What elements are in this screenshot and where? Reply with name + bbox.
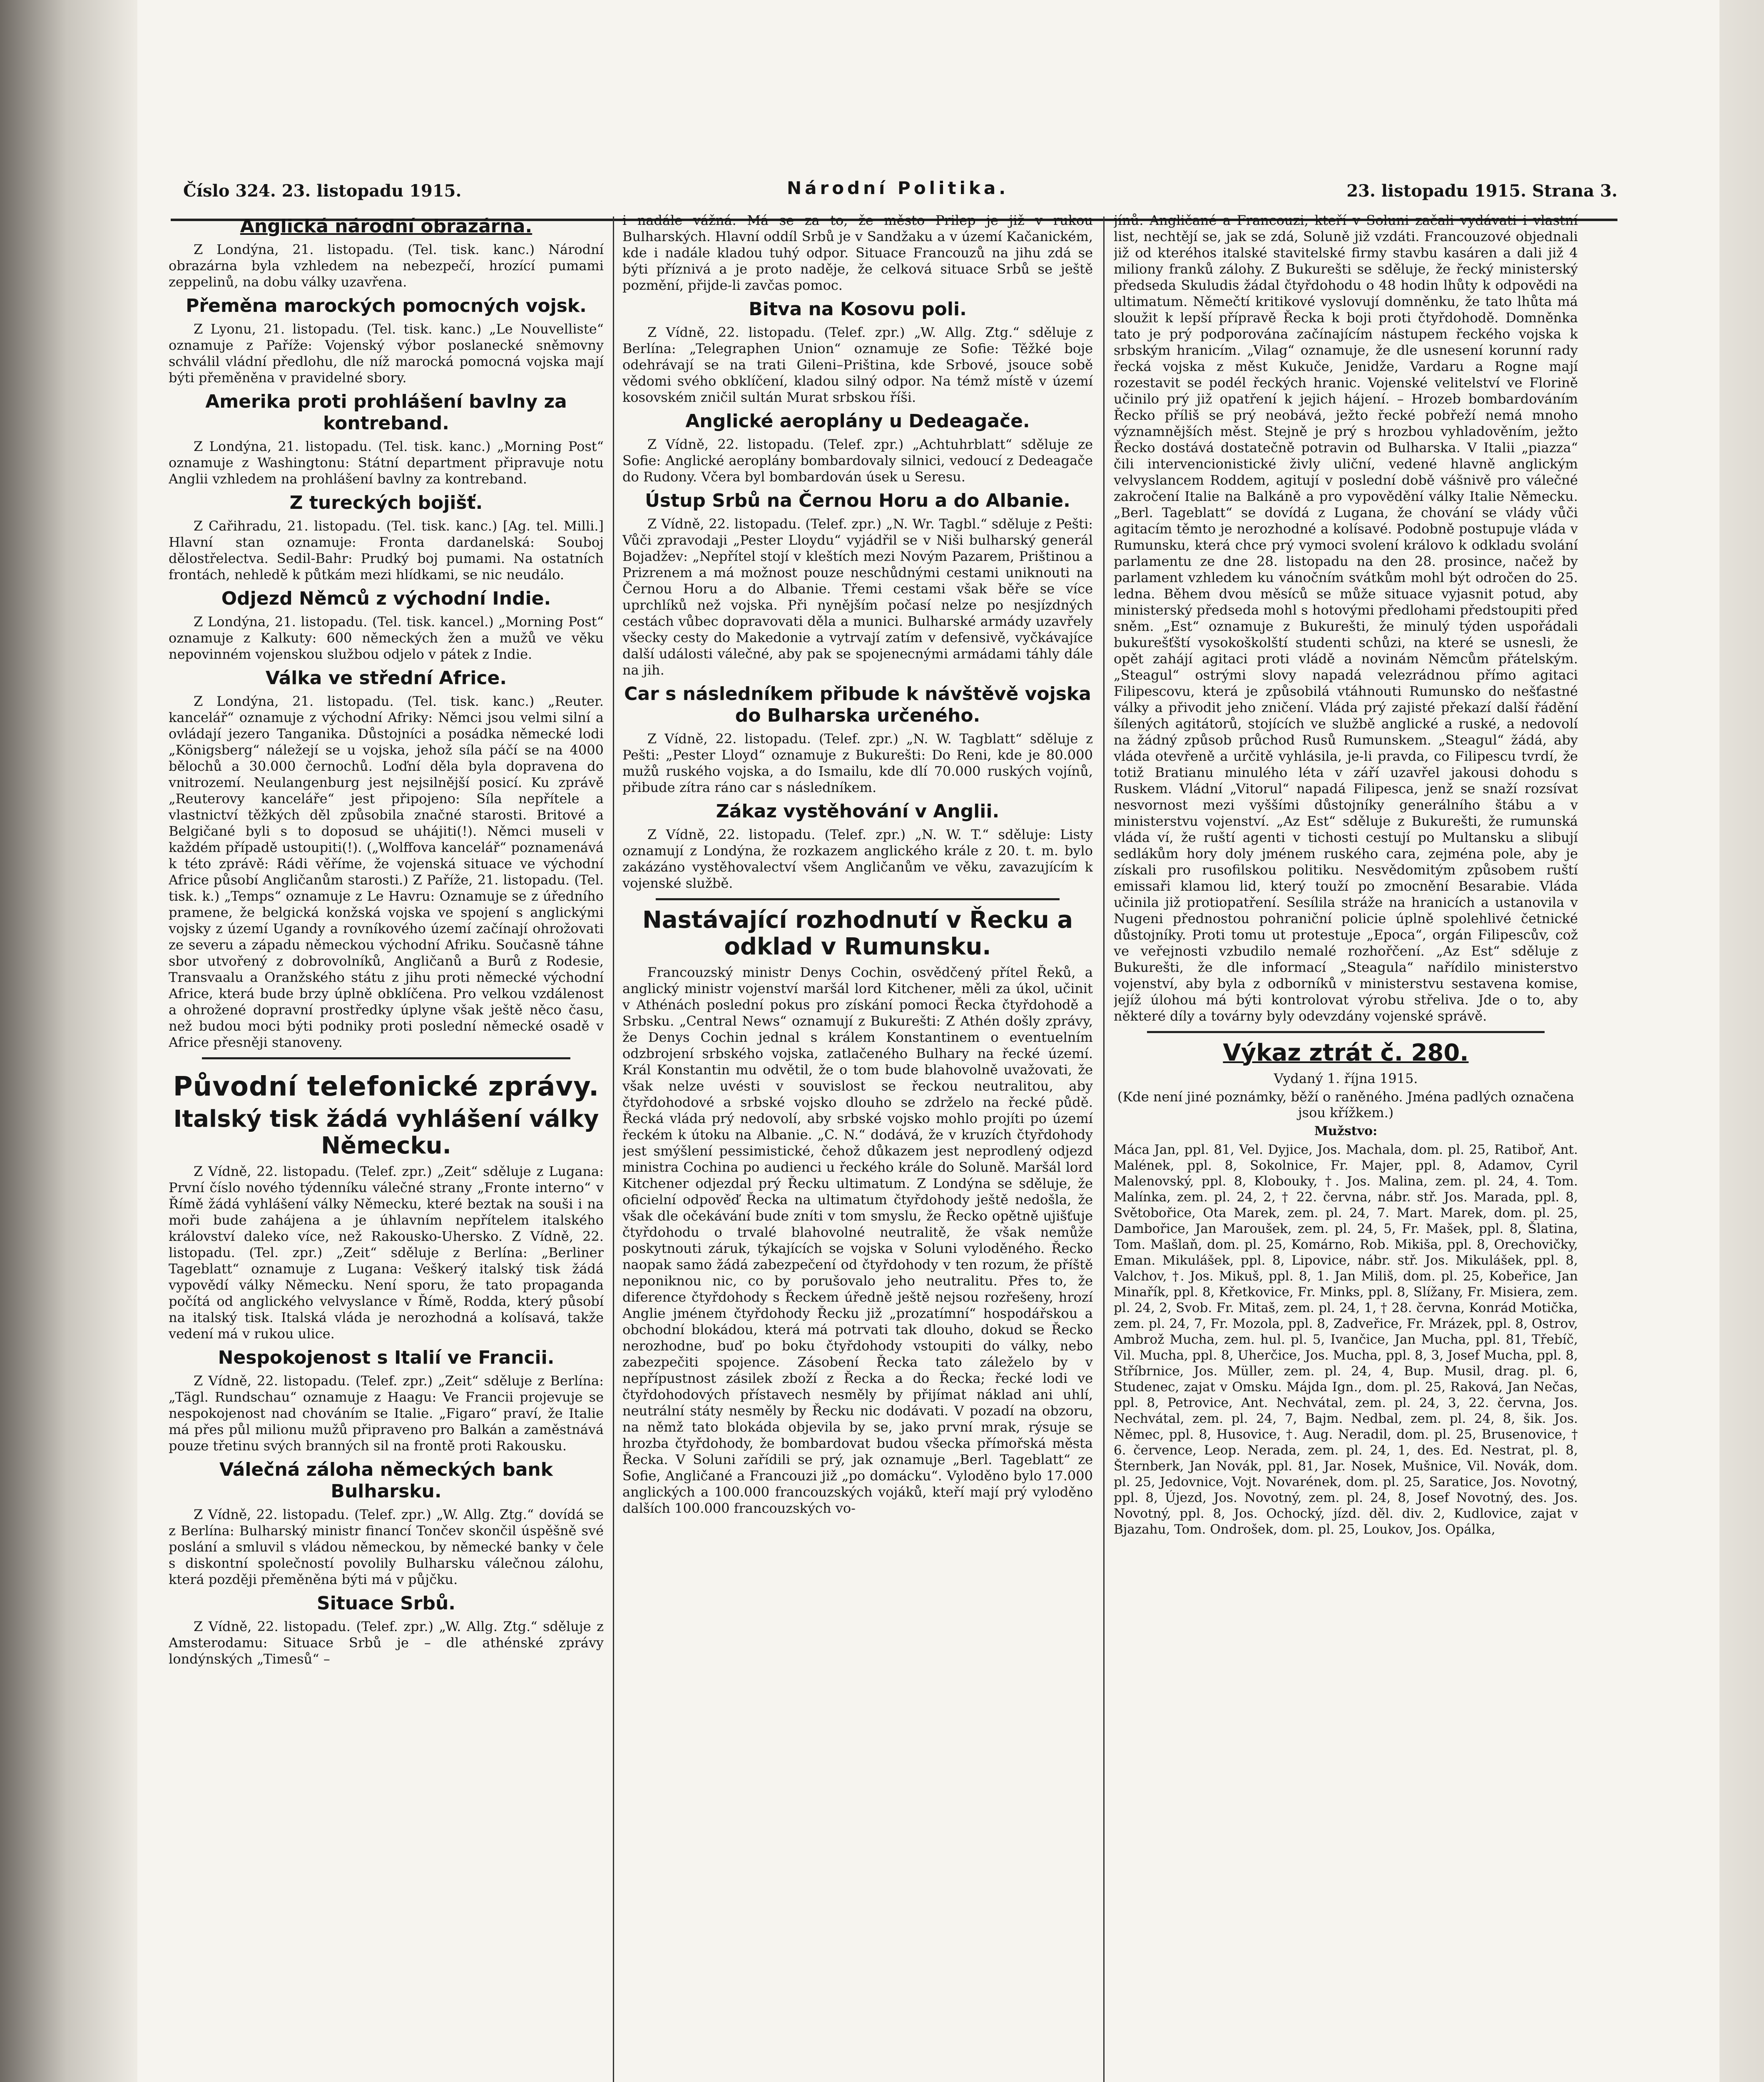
article-body: Z Vídně, 22. listopadu. (Telef. zpr.) „W. Allg. Ztg.“ dovídá se z Berlína: Bulharský ministr financí Tončev skončil úspěšně své poslání a smluvil s vládou německou, by německé banky v čele s diskontní společností povolily Bulharsku válečnou zálohu, která později přeměněna býti má v půjčku.	[169, 1507, 604, 1587]
article-headline: Přeměna marockých pomocných vojsk.	[186, 295, 587, 316]
article	[622, 907, 1093, 1517]
article-headline: Car s následníkem přibude k návštěvě vojska do Bulharska určeného.	[624, 683, 1091, 726]
casualty-list-note: (Kde není jiné poznámky, běží o raněného. Jména padlých označena jsou křížkem.)	[1117, 1089, 1575, 1121]
article-headline: Zákaz vystěhování v Anglii.	[716, 801, 1000, 822]
article-headline: Situace Srbů.	[317, 1593, 455, 1614]
article-headline: Nespokojenost s Italií ve Francii.	[218, 1347, 555, 1368]
article-headline: Odjezd Němců z východní Indie.	[221, 588, 551, 609]
column-rule	[613, 217, 614, 2082]
article-body: Z Londýna, 21. listopadu. (Tel. tisk. kanc.) Národní obrazárna byla vzhledem na nebezpečí, hrozící pumami zeppelinů, na dobu války uzavřena.	[169, 242, 604, 290]
casualty-list-date: Vydaný 1. října 1915.	[1274, 1071, 1418, 1086]
article	[169, 295, 604, 386]
issue-number: Číslo 324. 23. listopadu 1915.	[183, 181, 462, 201]
article-continued	[1114, 212, 1578, 1024]
article-body: Z Vídně, 22. listopadu. (Telef. zpr.) „W. Allg. Ztg.“ sděluje z Berlína: „Telegraphen Union“ oznamuje ze Sofie: Těžké boje odehrávají se na trati Gileni–Priština, kde Srbové, jsouce sobě vědomi svého obklíčení, kladou silný odpor. Na témž místě v území kosovském zničil sultán Murat srbskou říši.	[622, 324, 1093, 405]
article-body: Z Vídně, 22. listopadu. (Telef. zpr.) „N. Wr. Tagbl.“ sděluje z Pešti: Vůči zpravodaji „Pester Lloydu“ vyjádřil se v Niši bulharský generál Bojadžev: „Nepřítel stojí v kleštích mezi Novým Pazarem, Prištinou a Prizrenem a má možnost pouze neschůdnými cestami uniknouti na Černou Horu a do Albanie. Třemi cestami však běře se více uprchlíků než vojska. Při nynějším počasí nelze po nesjízdných cestách vůbec dopravovati děla a munici. Bulharské armády uzavřely všecky cesty do Makedonie a vytrvají zatím v defensivě, vyčkávajíce další události válečné, aby pak se spojenecnými armádami táhly dále na jih.	[622, 516, 1093, 678]
article-headline: Ústup Srbů na Černou Horu a do Albanie.	[645, 490, 1070, 511]
article-headline: Z tureckých bojišť.	[289, 492, 483, 513]
section-headline: Původní telefonické zprávy.	[173, 1071, 600, 1102]
article-body: Z Vídně, 22. listopadu. (Telef. zpr.) „W. Allg. Ztg.“ sděluje z Amsterodamu: Situace Srbů je – dle athénské zprávy londýnských „Timesů“ –	[169, 1619, 604, 1667]
column-2	[622, 212, 1093, 2082]
article	[622, 683, 1093, 796]
article-body: Z Londýna, 21. listopadu. (Tel. tisk. kanc.) „Reuter. kancelář“ oznamuje z východní Afriky: Němci jsou velmi silní a ovládají jezero Tanganika. Důstojníci a posádka německé lodi „Königsberg“ náležejí se u vojska, jehož síla páčí se na 4000 bělochů a 30.000 černochů. Loďní děla byla dopravena do vnitrozemí. Neulangenburg jest nejsilnější posicí. Ku zprávě „Reuterovy kanceláře“ jest připojeno: Síla nepřítele a vlastnictví těžkých děl způsobila značné starosti. Britové a Belgičané byli s to doposud se uhájiti(!). Němci museli v každém případě ustoupiti(!). („Wolffova kancelář“ poznamenává k této zprávě: Rádi věříme, že vojenská situace ve východní Africe působí Angličanům starosti.) Z Paříže, 21. listopadu. (Tel. tisk. k.) „Temps“ oznamuje z Le Havru: Oznamuje se z úředního pramene, že belgická konžská vojska ve spojení s anglickými vojsky z území Ugandy a rovníkového území začínají ohrožovati ze severu a západu německou východní Afriku. Současně táhne sbor utvořený z dobrovolníků, Angličanů a Burů z Rodesie, Transvaalu a Oranžského státu z jihu proti německé východní Africe, která bude brzy úplně obklíčena. Pro velkou vzdálenost a ohrožené dopravní prostředky úplyne však ještě něco času, než budou moci býti podniky proti poslední německé osadě v Africe přesněji stanoveny.	[169, 693, 604, 1050]
article-headline: Italský tisk žádá vyhlášení války Německu.	[173, 1106, 599, 1159]
casualty-list-entries: Máca Jan, ppl. 81, Vel. Dyjice, Jos. Machala, dom. pl. 25, Ratiboř, Ant. Malének, ppl. 8, Sokolnice, Fr. Majer, ppl. 8, Adamov, Cyril Malenovský, ppl. 8, Klobouky, †. Jos. Malina, zem. pl. 24, 4. Tom. Malínka, zem. pl. 24, 2, † 22. června, nábr. stř. Jos. Marada, ppl. 8, Světobořice, Ota Marek, zem. pl. 24, 7. Mart. Marek, dom. pl. 25, Dambořice, Jan Maroušek, zem. pl. 24, 5, Fr. Mašek, ppl. 8, Šlatina, Tom. Mašlaň, dom. pl. 25, Komárno, Rob. Mikiša, ppl. 8, Orechovičky, Eman. Mikulášek, ppl. 8, Lipovice, nábr. stř. Jos. Mikulášek, ppl. 8, Valchov, †. Jos. Mikuš, ppl. 8, 1. Jan Miliš, dom. pl. 25, Kobeřice, Jan Minařík, ppl. 8, Křetkovice, Fr. Minks, ppl. 8, Slížany, Fr. Misiera, zem. pl. 24, 2, Svob. Fr. Mitaš, zem. pl. 24, 1, † 28. června, Konrád Motička, zem. pl. 24, 7, Fr. Mozola, ppl. 8, Zadveřice, Fr. Mrázek, ppl. 8, Ostrov, Ambrož Mucha, zem. hul. pl. 5, Ivančice, Jan Mucha, ppl. 81, Třebíč, Vil. Mucha, ppl. 8, Uherčice, Jos. Mucha, ppl. 8, 3, Josef Mucha, ppl. 8, Stříbrnice, Jos. Müller, zem. pl. 24, 4, Bup. Musil, drag. pl. 6, Studenec, zajat v Omsku. Májda Ign., dom. pl. 25, Raková, Jan Nečas, ppl. 8, Petrovice, Ant. Nechvátal, zem. pl. 24, 3, 22. června, Jos. Nechvátal, zem. pl. 24, 7, Bajm. Nedbal, zem. pl. 24, 8, šik. Jos. Němec, ppl. 8, Husovice, †. Aug. Neradil, dom. pl. 25, Brusenovice, † 6. července, Leop. Nerada, zem. pl. 24, 1, des. Ed. Nestrat, pl. 8, Šternberk, Jan Novák, ppl. 81, Jar. Nosek, Mušnice, Vil. Novák, dom. pl. 25, Jedovnice, Vojt. Novarének, dom. pl. 25, Saratice, Jos. Novotný, ppl. 8, Újezd, Jos. Novotný, zem. pl. 24, 8, Josef Novotný, des. Jos. Novotný, ppl. 8, Jos. Ochocký, jízd. děl. div. 2, Kudlovice, zajat v Bjazahu, Tom. Ondrošek, dom. pl. 25, Loukov, Jos. Opálka,	[1114, 1142, 1578, 1537]
article	[169, 588, 604, 662]
article-body: Z Vídně, 22. listopadu. (Telef. zpr.) „Achtuhrblatt“ sděluje ze Sofie: Anglické aeroplány bombardovaly silnici, vedoucí z Dedeagače do Rudony. Včera byl bombardován úsek u Seresu.	[622, 436, 1093, 485]
section-divider	[656, 898, 1060, 900]
article-continued	[622, 212, 1093, 294]
section-divider	[202, 1057, 570, 1059]
article-headline: Nastávající rozhodnutí v Řecku a odklad v Rumunsku.	[642, 907, 1073, 960]
article-headline: Válka ve střední Africe.	[265, 667, 507, 689]
page-number: 23. listopadu 1915. Strana 3.	[1346, 181, 1617, 201]
article	[169, 667, 604, 1051]
article-body: Z Vídně, 22. listopadu. (Telef. zpr.) „N. W. T.“ sděluje: Listy oznamují z Londýna, že rozkazem anglického krále z 20. t. m. bylo zakázáno vystěhovalectví všem Angličanům ve věku, zavazujícím k vojenské službě.	[622, 827, 1093, 891]
article-headline: Anglické aeroplány u Dedeagače.	[685, 411, 1030, 432]
article	[169, 1106, 604, 1342]
article-body: i nadále vážná. Má se za to, že město Prilep je již v rukou Bulharských. Hlavní oddíl Srbů je v Sandžaku a v území Kačanickém, kde i nadále kladou tuhý odpor. Situace Francouzů na jihu zdá se býti příznivá a je proto naděje, že celková situace Srbů se ještě pozmění, přijde-li zavčas pomoc.	[622, 212, 1093, 293]
article	[622, 411, 1093, 485]
column-3	[1114, 212, 1578, 2082]
article	[169, 1347, 604, 1454]
article	[169, 1593, 604, 1667]
article	[169, 216, 604, 290]
article	[622, 299, 1093, 406]
article-body: Z Vídně, 22. listopadu. (Telef. zpr.) „N. W. Tagblatt“ sděluje z Pešti: „Pester Lloyd“ oznamuje z Bukurešti: Do Reni, kde je 80.000 mužů ruského vojska, a do Ismailu, kde dlí 70.000 ruských vojínů, přibude zítra ráno car s následníkem.	[622, 731, 1093, 795]
article	[622, 490, 1093, 678]
article-body: Z Londýna, 21. listopadu. (Tel. tisk. kancel.) „Morning Post“ oznamuje z Kalkuty: 600 německých žen a mužů ve věku nepovinném vojenskou službou odjelo v pátek z Indie.	[169, 614, 604, 662]
article-headline: Válečná záloha německých bank Bulharsku.	[219, 1459, 553, 1502]
section-divider	[1147, 1031, 1545, 1033]
article	[169, 391, 604, 487]
article-headline: Anglická národní obrazárna.	[240, 216, 532, 237]
article-body: Z Lyonu, 21. listopadu. (Tel. tisk. kanc.) „Le Nouvelliste“ oznamuje z Paříže: Vojenský výbor poslanecké sněmovny schválil vládní předlohu, dle níž marocká pomocná vojska mají býti přeměněna v pravidelné sbory.	[169, 321, 604, 386]
article-body: Z Londýna, 21. listopadu. (Tel. tisk. kanc.) „Morning Post“ oznamuje z Washingtonu: Státní department připravuje notu Anglii vzhledem na prohlášení bavlny za kontreband.	[169, 438, 604, 487]
article-body: Z Vídně, 22. listopadu. (Telef. zpr.) „Zeit“ sděluje z Lugana: První číslo nového týdenníku válečné strany „Fronte interno“ v Římě žádá vyhlášení války Německu, které beztak na souši i na moři bude zahájena a je úhlavním nepřítelem italského království daleko více, než Rakousko-Uhersko. Z Vídně, 22. listopadu. (Tel. zpr.) „Zeit“ sděluje z Berlína: „Berliner Tageblatt“ oznamuje z Lugana: Veškerý italský tisk žádá vypovědí války Německu. Není sporu, že tato propaganda počítá od anglického velvyslance v Římě, Rodda, který působí na italský tisk. Italská vláda je nerozhodná a kolísavá, takže vedení má v rukou ulice.	[169, 1163, 604, 1342]
newspaper-title: Národní Politika.	[787, 178, 1009, 198]
casualty-list	[1114, 1040, 1578, 1537]
column-1	[169, 212, 604, 2082]
article-body: Francouzský ministr Denys Cochin, osvědčený přítel Řeků, a anglický ministr vojenství maršál lord Kitchener, měli za úkol, učinit v Athénách poslední pokus pro získání pomoci Řecka čtyřdohodě a Srbsku. „Central News“ oznamují z Bukurešti: Z Athén došly zprávy, že Denys Cochin jednal s králem Konstantinem o eventuelním odzbrojení srbského vojska, zatlačeného Bulhary na řecké území. Král Konstantin mu odvětil, že o tom bude blahovolně uvažovati, že však nelze uvésti v souvislost se řeckou neutralitou, aby čtyřdohodové a srbské vojsko dlouho se zdrželo na řecké půdě. Řecká vláda prý nedovolí, aby srbské vojsko mohlo projíti po území řeckém k útoku na Albanie. „C. N.“ dodává, že v kruzích čtyřdohody jest smýšlení pessimistické, čehož důkazem jest neprodlený odjezd ministra Cochina po audienci u řeckého krále do Soluně. Maršál lord Kitchener odjezdal prý Řecku ultimatum. Z Londýna se sděluje, že oficielní odpověď Řecka na ultimatum čtyřdohody ještě nedošla, že však dle očekávání bude zníti v tom smyslu, že Řecko opětně ujišťuje čtyřdohodu o trvalé blahovolné neutralitě, že však nemůže poskytnouti záruk, týkajících se vojska v Soluni vyloděného. Řecko naopak samo žádá zabezpečení od čtyřdohody v ten rozum, že příště neponiknou nic, co by porušovalo jeho neutralitu. Přes to, že diference čtyřdohody s Řeckem úředně ještě nejsou rozřešeny, hrozí Anglie jménem čtyřdohody Řecku již „prozatímní“ hospodářskou a obchodní blokádou, která má potrvati tak dlouho, dokud se Řecko nerozhodne, buď po boku čtyřdohody vstoupiti do války, nebo zabezpečiti spojence. Zásobení Řecka tato záleželo by v nepřípustnost zásilek zboží z Řecka a do Řecka; řecké lodi ve čtyřdohodových přístavech nesměly by přijímat náklad ani uhlí, neutrální státy nesměly by Řecku nic dodávati. V pozadí na obzoru, na němž tato blokáda objevila by se, jako první mrak, rýsuje se hrozba čtyřdohody, že bombardovat budou všecka přímořská města Řecka. V Soluni zařídili se prý, jak oznamuje „Berl. Tageblatt“ ze Sofie, Angličané a Francouzi již „po domácku“. Vyloděno bylo 17.000 anglických a 100.000 francouzských vojáků, kteří mají prý vyloděno dalších 100.000 francouzských vo-	[622, 964, 1093, 1516]
article	[169, 1459, 604, 1588]
casualty-list-section: Mužstvo:	[1314, 1124, 1378, 1138]
article-body: Z Cařihradu, 21. listopadu. (Tel. tisk. kanc.) [Ag. tel. Milli.] Hlavní stan oznamuje: Fronta dardanelská: Souboj dělostřelectva. Sedil-Bahr: Prudký boj pumami. Na ostatních frontách, nehledě k půtkám mezi hlídkami, se nic neudálo.	[169, 518, 604, 583]
article	[622, 801, 1093, 892]
article-headline: Amerika proti prohlášení bavlny za kontreband.	[205, 391, 567, 434]
article-headline: Bitva na Kosovu poli.	[749, 299, 967, 320]
casualty-list-title: Výkaz ztrát č. 280.	[1223, 1039, 1469, 1066]
article-body: Z Vídně, 22. listopadu. (Telef. zpr.) „Zeit“ sděluje z Berlína: „Tägl. Rundschau“ oznamuje z Haagu: Ve Francii projevuje se nespokojenost nad chováním se Italie. „Figaro“ praví, že Italie má přes půl milionu mužů připraveno pro Balkán a zaměstnává pouze třetinu svých branných sil na frontě proti Rakousku.	[169, 1373, 604, 1454]
article	[169, 492, 604, 583]
article-body: jínů. Angličané a Francouzi, kteří v Soluni začali vydávati i vlastní list, nechtějí se, jak se zdá, Soluně již vzdáti. Francouzové objednali již od kteréhos italské stavitelské firmy stavbu kasáren a dali již 4 miliony franků zálohy. Z Bukurešti se sděluje, že řecký ministerský předseda Skuludis žádal čtyřdohodu o 48 hodin lhůty k odpovědi na ultimatum. Němečtí kritikové vyslovují domněnku, že tato lhůta má sloužit k lepší přípravě Řecka k boji proti čtyřdohodě. Domněnka tato je prý podporována začínajícím nástupem řeckého vojska k srbským hranicím. „Vilag“ oznamuje, že dle usnesení korunní rady řecká vojska z měst Kukuče, Jenidže, Vardaru a Rogne mají rozestavit se podél řeckých hranic. Vojenské velitelství ve Florině učinilo prý již opatření k jejich hájení. – Hrozeb bombardováním Řecko příliš se prý neobává, ježto řecké pobřeží nemá mnoho významnějších měst. Stejně je prý s hrozbou vyhladověním, ježto Řecko dostává dostatečně potravin od Bulharska. V Italii „piazza“ čili intervencionistické živly uliční, vedené hlavně anglickým velvyslancem Roddem, agitují v poslední době vášnivě pro válečné zakročení Italie na Balkáně a pro vypovědění války Italie Německu. „Berl. Tageblatt“ se dovídá z Lugana, že chování se vlády vůči agitacím těmto je nerozhodné a kolísavé. Podobně postupuje vláda v Rumunsku, která chce prý vymoci svolení královo k odkladu svolání parlamentu ze dne 28. listopadu na den 28. prosince, načež by parlament vzhledem ku vánočním svátkům mohl být odročen do 25. ledna. Během dvou měsíců se může situace vyjasnit potud, aby ministerský předseda mohl s hotovými předlohami předstoupiti před sněm. „Est“ oznamuje z Bukurešti, že minulý týden uspořádali bukurešťští vysokoškolští studenti schůzi, na které se usnesli, že opět zahájí agitaci proti vládě a novinám Němcům přátelským. „Steagul“ ostrými slovy napadá velezrádnou přímo agitaci Filipescovu, která je způsobilá vtáhnouti Rumunsko do nešťastné války a přivodit jeho zničení. Vláda prý zajisté překazí další řádění šílených agitátorů, stojících ve službě anglické a ruské, a nedovolí na žádný způsob průchod Rusů Rumunskem. „Steagul“ žádá, aby vláda otevřeně a určitě vyhlásila, je-li pravda, co Filipescu tvrdí, že totiž Bratianu minulého léta v září uzavřel jakousi dohodu s Ruskem. Vládní „Vitorul“ napadá Filipesca, jenž se snaží rozsívat nesvornost mezi vyššími důstojníky generálního štábu a v ministerstvu vojenství. „Az Est“ sděluje z Bukurešti, že rumunská vláda ví, že ruští agenti v tichosti cestují po Multansku a slibují sedlákům hory doly jménem ruského cara, zejména pole, aby je získali pro rusofilskou politiku. Nesvědomitým způsobem ruští emissaři klamou lid, který touží po zmocnění Besarabie. Vláda učinila již protiopatření. Sesílila stráže na hranicích a ustanovila v Nugeni přednostou pohraniční policie úplně spolehlivé četnické důstojníky. Proti tomu ut protestuje „Epoca“, orgán Filipescův, což ve veřejnosti vzbudilo nemalé rozhořčení. „Az Est“ sděluje z Bukurešti, že dle informací „Steagula“ nařídilo ministerstvo vojenství, aby byla z odborníků v ministerstvu sestavena komise, jejíž úlohou má býti kontrolovat výrobu střeliva. Jde o to, aby některé díly a továrny byly odevzdány vojenské správě.	[1114, 212, 1578, 1024]
column-rule	[1103, 217, 1105, 2082]
